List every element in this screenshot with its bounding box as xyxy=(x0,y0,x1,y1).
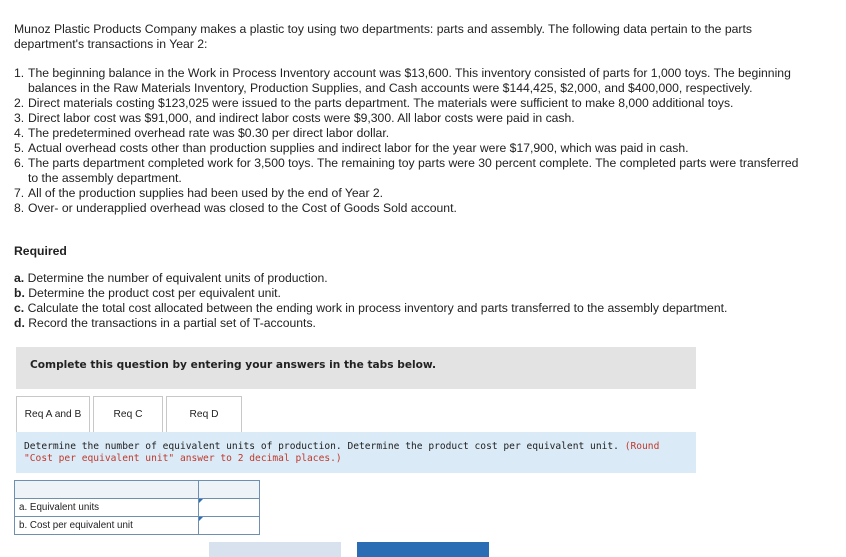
problem-intro: Munoz Plastic Products Company makes a plastic toy using two departments: parts and assembly. The following data pertain to the parts department's transactions in Year 2: xyxy=(14,22,752,51)
transaction-list xyxy=(14,66,804,216)
list-item: d. Record the transactions in a partial set of T-accounts. xyxy=(14,316,316,330)
list-item: 6. The parts department completed work for 3,500 toys. The remaining toy parts were 30 percent complete. The completed parts were transferred to the assembly department. xyxy=(14,156,799,185)
list-item: a. Determine the number of equivalent units of production. xyxy=(14,271,328,285)
list-item: b. Determine the product cost per equivalent unit. xyxy=(14,286,281,300)
tab-bar xyxy=(16,396,245,433)
tab-instructions xyxy=(16,432,696,473)
input-corner-marker xyxy=(199,517,203,521)
answer-table xyxy=(14,480,260,535)
input-corner-marker xyxy=(199,499,203,503)
list-item: 4. The predetermined overhead rate was $0.30 per direct labor dollar. xyxy=(14,126,390,140)
requirements-list xyxy=(14,271,814,331)
next-button[interactable] xyxy=(357,542,489,557)
cost-per-unit-label: b. Cost per equivalent unit xyxy=(15,517,199,535)
table-header-row xyxy=(15,481,260,499)
instruction-text: Determine the number of equivalent units of production. Determine the product cost per equivalent unit. xyxy=(24,441,619,452)
tab-req-a-and-b[interactable]: Req A and B xyxy=(16,396,90,432)
banner-text: Complete this question by entering your answers in the tabs below. xyxy=(30,359,437,371)
list-item: c. Calculate the total cost allocated between the ending work in process inventory and parts transferred to the assembly department. xyxy=(14,301,728,315)
previous-button[interactable] xyxy=(209,542,341,557)
instructions-banner xyxy=(16,347,696,389)
equivalent-units-cell xyxy=(199,499,260,517)
list-item: 2. Direct materials costing $123,025 were issued to the parts department. The materials were sufficient to make 8,000 additional toys. xyxy=(14,96,734,110)
table-header-cell xyxy=(15,481,199,499)
cost-per-unit-cell xyxy=(199,517,260,535)
rounding-note: (Round "Cost per equivalent unit" answer to 2 decimal places.) xyxy=(24,441,660,464)
table-row xyxy=(15,499,260,517)
equivalent-units-input[interactable] xyxy=(199,499,259,516)
list-item: 8. Over- or underapplied overhead was closed to the Cost of Goods Sold account. xyxy=(14,201,457,215)
cost-per-unit-input[interactable] xyxy=(199,517,259,534)
tab-req-d[interactable]: Req D xyxy=(166,396,242,432)
tab-req-c[interactable]: Req C xyxy=(93,396,163,432)
required-heading: Required xyxy=(14,244,67,258)
list-item: 5. Actual overhead costs other than production supplies and indirect labor for the year were $17,900, which was paid in cash. xyxy=(14,141,689,155)
equivalent-units-label: a. Equivalent units xyxy=(15,499,199,517)
table-header-cell xyxy=(199,481,260,499)
list-item: 1. The beginning balance in the Work in Process Inventory account was $13,600. This inventory consisted of parts for 1,000 toys. The beginning balances in the Raw Materials Inventory, Production Supplies, and Cash accounts were $144,425, $2,000, and $400,000, respectively. xyxy=(14,66,791,95)
list-item: 7. All of the production supplies had been used by the end of Year 2. xyxy=(14,186,384,200)
table-row xyxy=(15,517,260,535)
list-item: 3. Direct labor cost was $91,000, and indirect labor costs were $9,300. All labor costs were paid in cash. xyxy=(14,111,575,125)
